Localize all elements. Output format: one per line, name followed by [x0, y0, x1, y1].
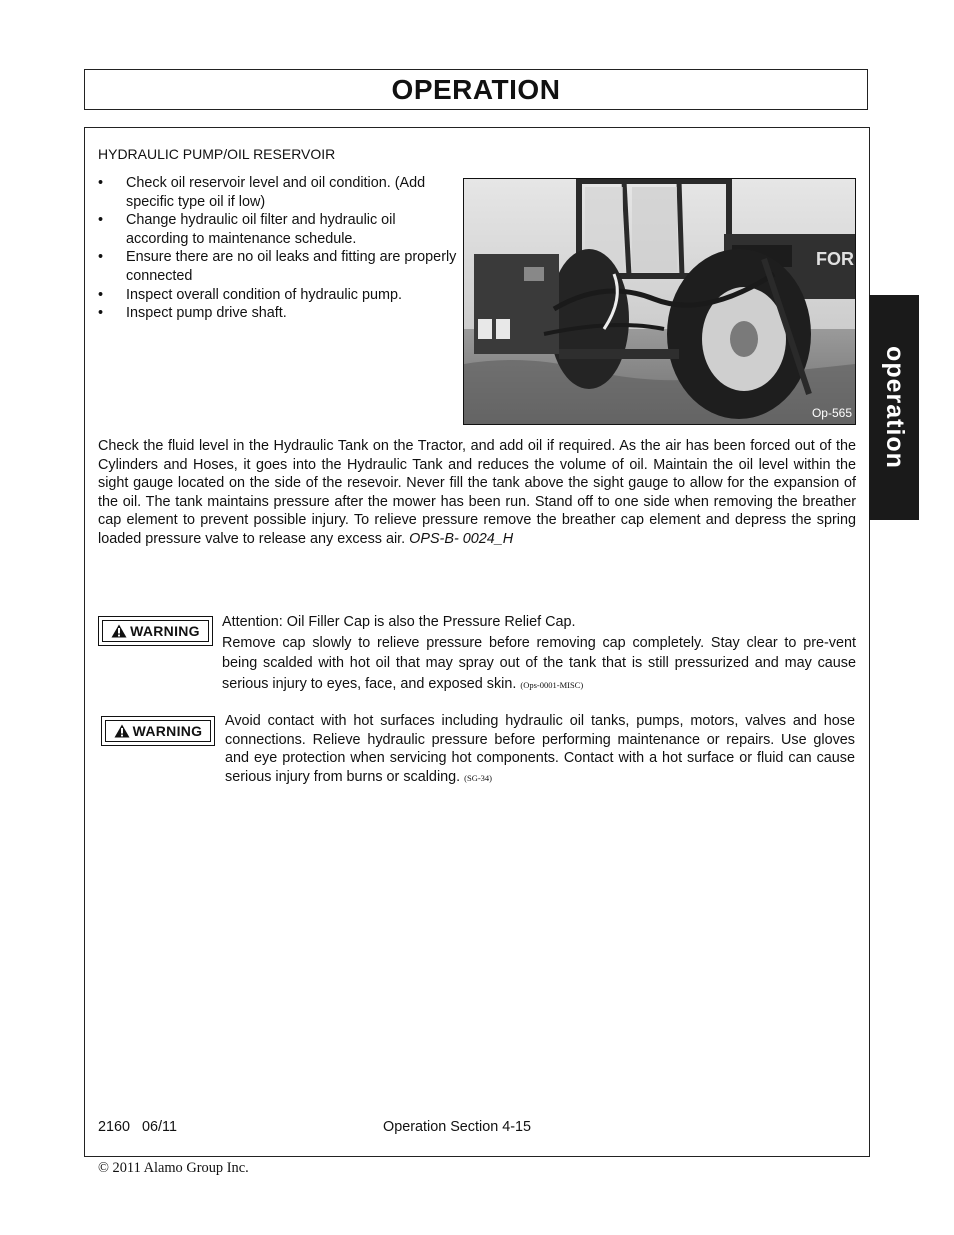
list-item: [98, 174, 458, 211]
list-item: [98, 248, 458, 285]
page-title: OPERATION: [391, 73, 561, 105]
svg-text:FOR: FOR: [816, 249, 854, 269]
footer-model-date: 2160 06/11: [98, 1119, 177, 1135]
list-item-text: Check oil reservoir level and oil condition. (Add specific type oil if low): [126, 175, 426, 210]
list-item-text: Inspect overall condition of hydraulic pump.: [126, 286, 402, 303]
warning-badge: [101, 716, 215, 746]
bullet-icon: •: [98, 175, 104, 191]
section-heading: HYDRAULIC PUMP/OIL RESERVOIR: [98, 146, 336, 162]
warning-reference: (SG-34): [464, 772, 493, 783]
bullet-icon: •: [98, 305, 104, 322]
warning-triangle-icon: [114, 724, 130, 738]
side-tab-label: operation: [880, 346, 909, 469]
tractor-illustration: [464, 179, 855, 424]
warning-label: WARNING: [130, 623, 200, 639]
warning-label: WARNING: [132, 723, 203, 739]
maintenance-checklist: [98, 174, 458, 323]
list-item: [98, 211, 458, 248]
warning-text: Remove cap slowly to relieve pressure before removing cap completely. Stay clear to pre-vent being scalded with hot oil that may spray out of the tank that is still pressurized and may cause serious injury to eyes, face, and exposed skin.: [222, 634, 856, 692]
warning-message: [225, 712, 855, 787]
page-header: [84, 69, 868, 110]
list-item-text: Ensure there are no oil leaks and fitting are properly connected: [126, 249, 457, 284]
bullet-icon: •: [98, 212, 104, 229]
warning-body: [222, 633, 856, 696]
warning-heading: Attention: Oil Filler Cap is also the Pressure Relief Cap.: [222, 614, 576, 630]
bullet-icon: •: [98, 286, 104, 303]
list-item-text: Inspect pump drive shaft.: [126, 305, 287, 322]
warning-triangle-icon: [111, 624, 127, 638]
tractor-photo: [463, 178, 856, 425]
list-item: [98, 304, 458, 323]
paragraph-reference: OPS-B- 0024_H: [409, 530, 514, 547]
list-item: [98, 286, 458, 305]
figure-label: Op-565: [811, 406, 852, 420]
copyright: © 2011 Alamo Group Inc.: [98, 1160, 249, 1176]
body-paragraph: [98, 437, 856, 549]
footer-page-number: Operation Section 4-15: [383, 1119, 531, 1135]
bullet-icon: •: [98, 249, 104, 266]
paragraph-text: Check the fluid level in the Hydraulic Tank on the Tractor, and add oil if required. As the air has been forced out of the Cylinders and Hoses, it goes into the Hydraulic Tank and reduces the volume of oil. Maintain the oil level within the sight gauge located on the side of the resevoir. Never fill the tank above the sight gauge to allow for the expansion of the oil. The tank maintains pressure after the mower has been run. Stand off to one side when removing the breather cap element to prevent possible injury. To relieve pressure remove the breather cap element and depress the spring loaded pressure valve to release any excess air.: [98, 438, 856, 547]
warning-reference: (Ops-0001-MISC): [520, 679, 584, 690]
warning-message: [222, 612, 856, 695]
list-item-text: Change hydraulic oil filter and hydraulic oil according to maintenance schedule.: [126, 212, 396, 247]
section-side-tab: [869, 295, 919, 520]
warning-text: Avoid contact with hot surfaces including hydraulic oil tanks, pumps, motors, valves and hose connections. Relieve hydraulic pressure before performing maintenance or repairs. Use gloves and eye protection when servicing hot components. Contact with a hot surface or fluid can cause serious injury from burns or scalding.: [225, 713, 855, 785]
warning-badge: [98, 616, 213, 646]
